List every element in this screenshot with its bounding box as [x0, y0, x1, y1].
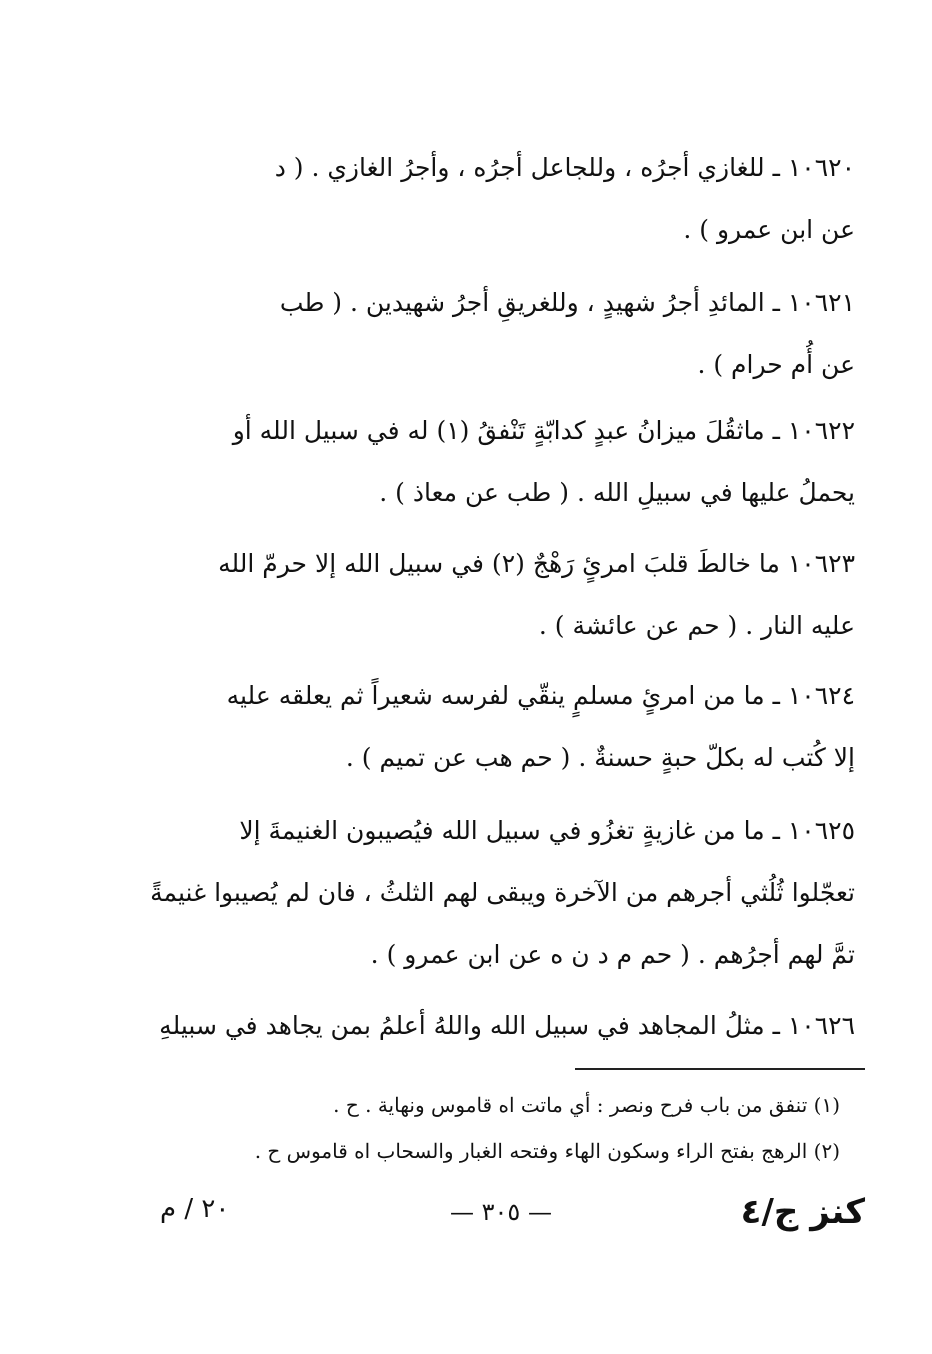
entry-line: ١٠٦٢٠ ـ للغازي أجرُه ، وللجاعل أجرُه ، وأجرُ الغازي . ( د	[274, 153, 855, 182]
page-number: — ٣٠٥ —	[450, 1198, 552, 1226]
volume-signature: كنز ج/٤	[740, 1192, 865, 1232]
footnote-2: (٢) الرهج بفتح الراء وسكون الهاء وفتحه الغبار والسحاب اه قاموس ح .	[254, 1139, 840, 1163]
entry-line: عن أُم حرام ) .	[697, 350, 855, 379]
hadith-entry-10623	[150, 533, 855, 657]
hadith-entry-10624	[150, 665, 855, 789]
entry-line: تعجّلوا ثُلُثي أجرهم من الآخرة ويبقى لهم الثلثُ ، فان لم يُصيبوا غنيمةً	[150, 878, 855, 907]
hadith-entry-10625	[150, 800, 855, 986]
entry-line: ١٠٦٢٢ ـ ماثقُلَ ميزانُ عبدٍ كدابّةٍ تَنْفقُ (١) له في سبيل الله أو	[232, 416, 855, 445]
hadith-entry-10621	[150, 272, 855, 396]
entry-line: عليه النار . ( حم عن عائشة ) .	[538, 611, 855, 640]
entry-line: ١٠٦٢٤ ـ ما من امرئٍ مسلمٍ ينقّي لفرسه شعيراً ثم يعلقه عليه	[226, 681, 855, 710]
page-footer	[150, 1192, 865, 1242]
entry-line: ١٠٦٢٥ ـ ما من غازيةٍ تغزُو في سبيل الله فيُصيبون الغنيمةَ إلا	[239, 816, 855, 845]
entry-line: ١٠٦٢٦ ـ مثلُ المجاهد في سبيل الله واللهُ أعلمُ بمن يجاهد في سبيلهِ	[159, 1011, 855, 1040]
entry-line: ١٠٦٢١ ـ المائدِ أجرُ شهيدٍ ، وللغريقِ أجرُ شهيدين . ( طب	[279, 288, 855, 317]
footnote-divider	[575, 1068, 865, 1070]
entry-line: يحملُ عليها في سبيلِ الله . ( طب عن معاذ ) .	[379, 478, 855, 507]
entry-line: إلا كُتب له بكلّ حبةٍ حسنةٌ . ( حم هب عن تميم ) .	[345, 743, 855, 772]
entry-line: عن ابن عمرو ) .	[683, 215, 855, 244]
entry-line: تمَّ لهم أجرُهم . ( حم م د ن ه عن ابن عمرو ) .	[370, 940, 855, 969]
entry-line: ١٠٦٢٣ ما خالطَ قلبَ امرئٍ رَهْجٌ (٢) في سبيل الله إلا حرمّ الله	[218, 549, 855, 578]
hadith-entry-10626	[150, 995, 855, 1057]
hadith-entry-10620	[150, 137, 855, 261]
folio-mark: ٢٠ / م	[160, 1194, 230, 1224]
hadith-entry-10622	[150, 400, 855, 524]
footnote-1: (١) تنفق من باب فرح ونصر : أي ماتت اه قاموس ونهاية . ح .	[333, 1093, 840, 1117]
